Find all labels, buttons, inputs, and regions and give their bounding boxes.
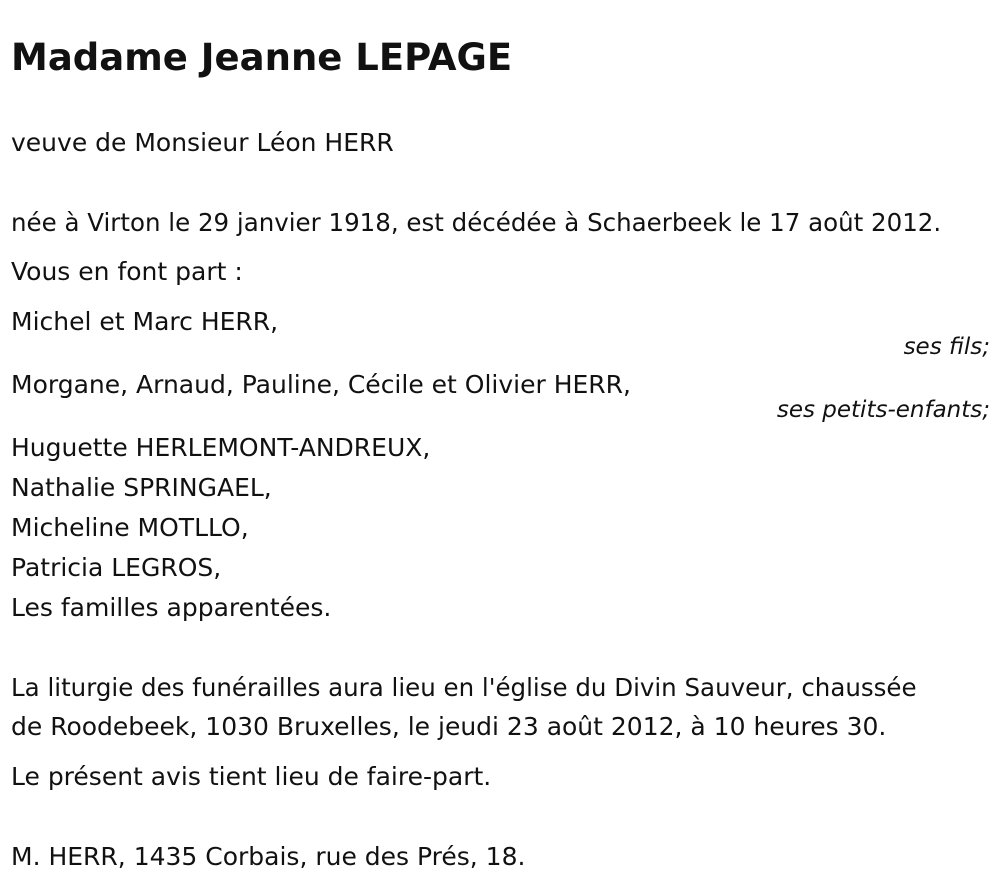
deceased-name-title: Madame Jeanne LEPAGE bbox=[11, 36, 513, 79]
announcement-line: Vous en font part : bbox=[11, 257, 243, 286]
family-member-line: Huguette HERLEMONT-ANDREUX, bbox=[11, 433, 431, 462]
family-member-line: Nathalie SPRINGAEL, bbox=[11, 473, 272, 502]
birth-death-line: née à Virton le 29 janvier 1918, est décédée à Schaerbeek le 17 août 2012. bbox=[11, 208, 942, 237]
widow-of-line: veuve de Monsieur Léon HERR bbox=[11, 128, 394, 157]
family-member-line: Patricia LEGROS, bbox=[11, 553, 222, 582]
grandchildren-line: Morgane, Arnaud, Pauline, Cécile et Olivier HERR, bbox=[11, 370, 631, 399]
liturgy-line-2: de Roodebeek, 1030 Bruxelles, le jeudi 23 août 2012, à 10 heures 30. bbox=[11, 712, 887, 741]
liturgy-line-1: La liturgie des funérailles aura lieu en l'église du Divin Sauveur, chaussée bbox=[11, 673, 917, 702]
family-member-line: Micheline MOTLLO, bbox=[11, 513, 249, 542]
notice-statement: Le présent avis tient lieu de faire-part. bbox=[11, 762, 492, 791]
contact-address: M. HERR, 1435 Corbais, rue des Prés, 18. bbox=[11, 842, 526, 871]
grandchildren-role-label: ses petits-enfants; bbox=[776, 397, 990, 423]
sons-role-label: ses fils; bbox=[903, 334, 990, 360]
sons-line: Michel et Marc HERR, bbox=[11, 307, 279, 336]
family-member-line: Les familles apparentées. bbox=[11, 593, 332, 622]
